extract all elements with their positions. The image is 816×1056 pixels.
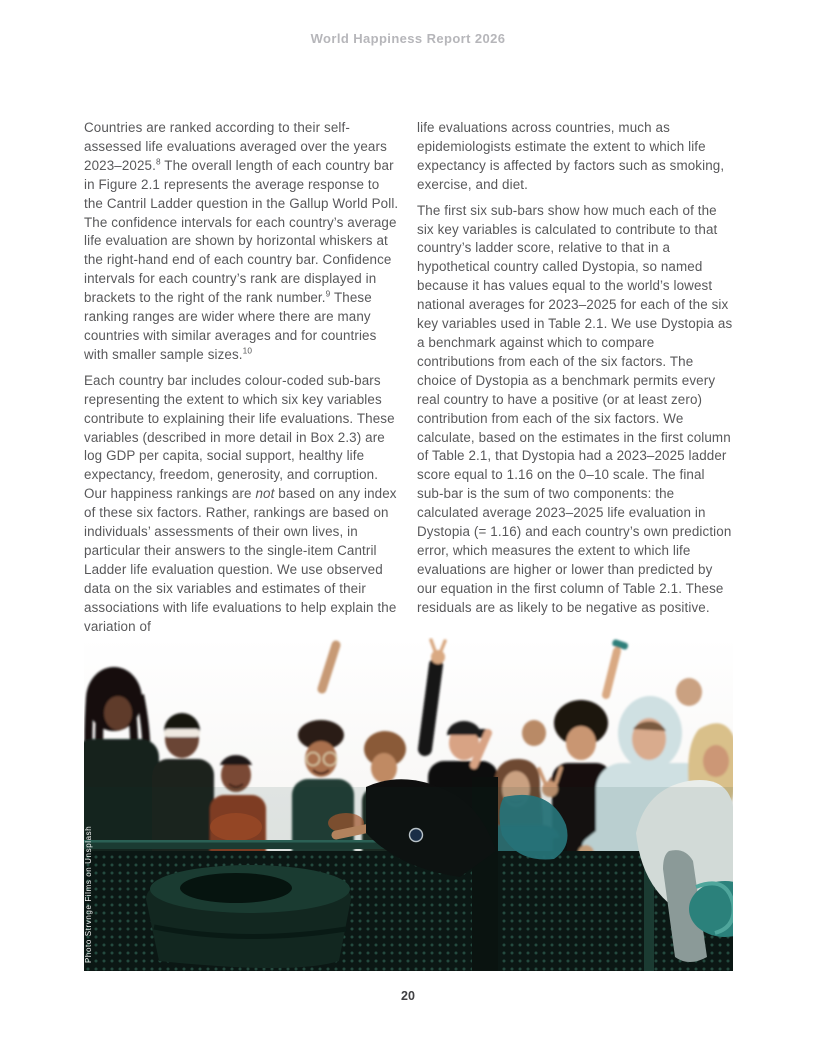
body-text-columns <box>84 119 734 636</box>
right-column <box>417 119 733 636</box>
paragraph: life evaluations across countries, much as epidemiologists estimate the extent to which life expectancy is affected by factors such as smoking, exercise, and diet. <box>417 120 725 192</box>
crowd-photo <box>84 637 733 971</box>
crowd-illustration <box>84 637 733 971</box>
photo-credit: Photo Strvnge Films on Unsplash <box>84 825 93 963</box>
paragraph: The first six sub-bars show how much each of the six key variables is calculated to contribute to that country’s ladder score, relative to that in a hypothetical country called Dystopia, so named because it has values equal to the world’s lowest national averages for 2023–2025 for each of the six key variables used in Table 2.1. We use Dystopia as a benchmark against which to compare contributions from each of the six factors. The choice of Dystopia as a benchmark permits every real country to have a positive (or at least zero) contribution from each of the six factors. We calculate, based on the estimates in the first column of Table 2.1, that Dystopia had a 2023–2025 ladder score equal to 1.16 on the 0–10 scale. The final sub-bar is the sum of two components: the calculated average 2023–2025 life evaluation in Dystopia (= 1.16) and each country’s own prediction error, which measures the extent to which life evaluations are higher or lower than predicted by our equation in the first column of Table 2.1. These residuals are as likely to be negative as positive. <box>417 202 733 615</box>
report-header-title: World Happiness Report 2026 <box>310 31 506 46</box>
paragraph: Each country bar includes colour-coded sub-bars representing the extent to which six key variables contribute to explaining their life evaluations. These variables (described in more detail in Box 2.3) are log GDP per capita, social support, healthy life expectancy, freedom, generosity, and corruption. Our happiness rankings are not based on any index of these six factors. Rather, rankings are based on individuals’ assessments of their own lives, in particular their answers to the single-item Cantril Ladder life evaluation question. We use observed data on the six variables and estimates of their associations with life evaluations to help explain the variation of <box>84 372 397 634</box>
paragraph: Countries are ranked according to their self-assessed life evaluations averaged over the years 2023–2025.$^8$ The overall length of each country bar in Figure 2.1 represents the average response to the Cantril Ladder question in the Gallup World Poll. The confidence intervals for each country’s average life evaluation are shown by horizontal whiskers at the right-hand end of each country bar. Confidence intervals for each country’s rank are displayed in brackets to the right of the rank number.$^9$ These ranking ranges are wider where there are many countries with similar averages and for countries with smaller sample sizes.$^{10}$ <box>84 120 399 362</box>
left-column <box>84 119 400 636</box>
page-number: 20 <box>401 989 415 1003</box>
